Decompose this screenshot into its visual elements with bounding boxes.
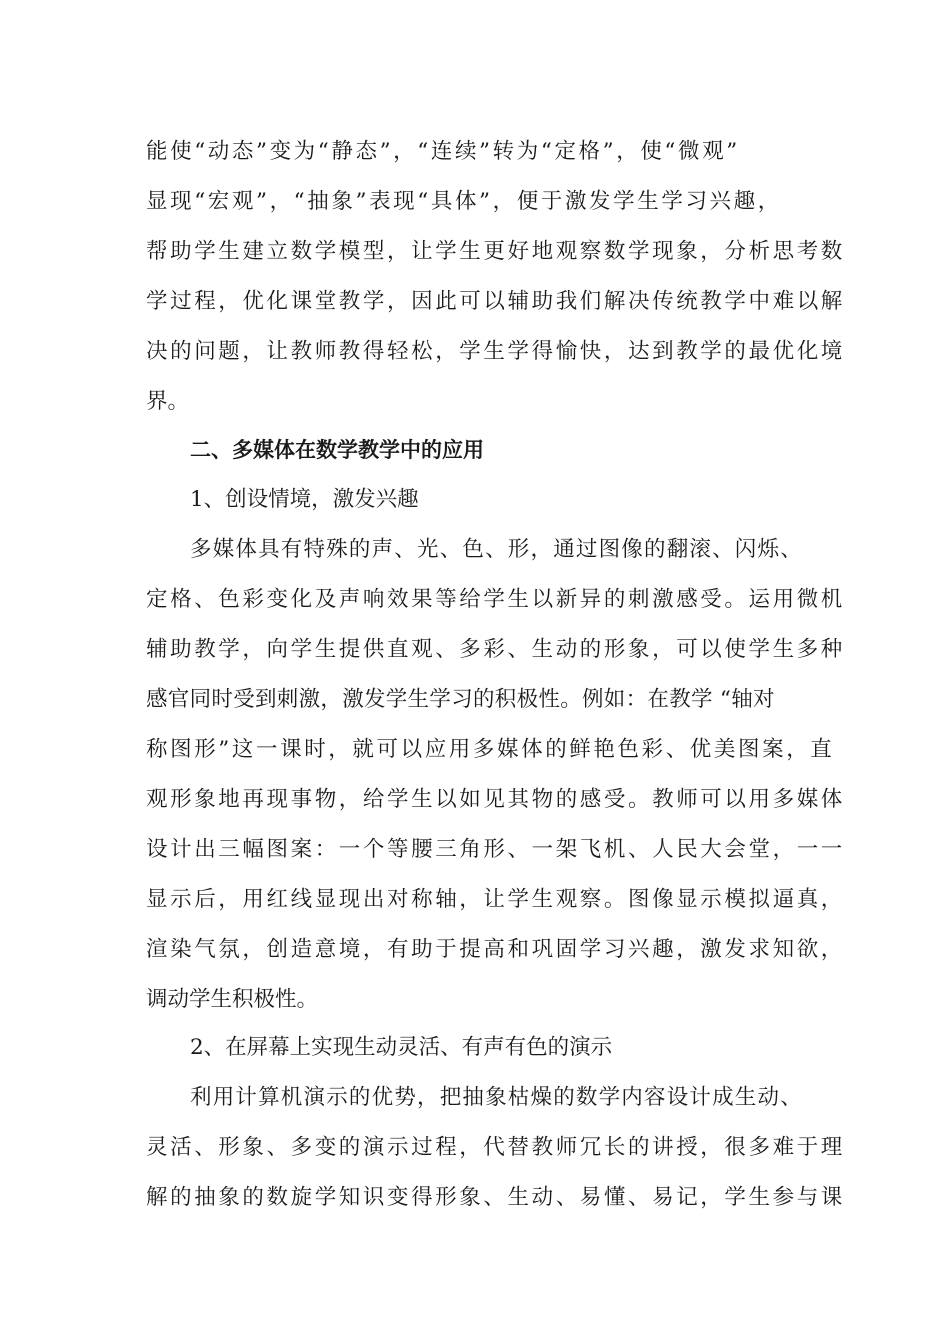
subsection-heading: 1、创设情境，激发兴趣 [190, 487, 419, 512]
paragraph-line: 解的抽象的数旋学知识变得形象、生动、易懂、易记，学生参与课 [146, 1185, 845, 1210]
paragraph-line: 学过程，优化课堂教学，因此可以辅助我们解决传统教学中难以解 [146, 289, 845, 314]
paragraph-line: 决的问题，让教师教得轻松，学生学得愉快，达到教学的最优化境 [146, 339, 845, 364]
paragraph-line: 设计出三幅图案：一个等腰三角形、一架飞机、人民大会堂，一一 [146, 837, 845, 862]
paragraph-line: 显示后，用红线显现出对称轴，让学生观察。图像显示模拟逼真， [146, 887, 845, 912]
paragraph-line: 渲染气氛，创造意境，有助于提高和巩固学习兴趣，激发求知欲， [146, 937, 845, 962]
paragraph-line: 灵活、形象、多变的演示过程，代替教师冗长的讲授，很多难于理 [146, 1135, 845, 1160]
section-heading: 二、多媒体在数学教学中的应用 [190, 438, 484, 462]
paragraph-line: 显现“宏观”，“抽象”表现“具体”，便于激发学生学习兴趣， [146, 189, 782, 214]
paragraph-line: 利用计算机演示的优势，把抽象枯燥的数学内容设计成生动、 [190, 1085, 803, 1110]
paragraph-line: 界。 [146, 389, 190, 414]
subsection-heading: 2、在屏幕上实现生动灵活、有声有色的演示 [190, 1035, 613, 1060]
paragraph-line: 多媒体具有特殊的声、光、色、形，通过图像的翻滚、闪烁、 [190, 537, 803, 562]
paragraph-line: 调动学生积极性。 [146, 987, 319, 1012]
paragraph-line: 帮助学生建立数学模型，让学生更好地观察数学现象，分析思考数 [146, 239, 845, 264]
paragraph-line: 感官同时受到刺激，激发学生学习的积极性。例如：在教学 “轴对 [146, 687, 775, 712]
paragraph-line: 观形象地再现事物，给学生以如见其物的感受。教师可以用多媒体 [146, 787, 845, 812]
paragraph-line: 称图形”这一课时，就可以应用多媒体的鲜艳色彩、优美图案，直 [146, 737, 835, 762]
paragraph-line: 辅助教学，向学生提供直观、多彩、生动的形象，可以使学生多种 [146, 637, 845, 662]
paragraph-line: 定格、色彩变化及声响效果等给学生以新异的刺激感受。运用微机 [146, 587, 845, 612]
paragraph-line: 能使“动态”变为“静态”，“连续”转为“定格”，使“微观” [146, 139, 740, 164]
